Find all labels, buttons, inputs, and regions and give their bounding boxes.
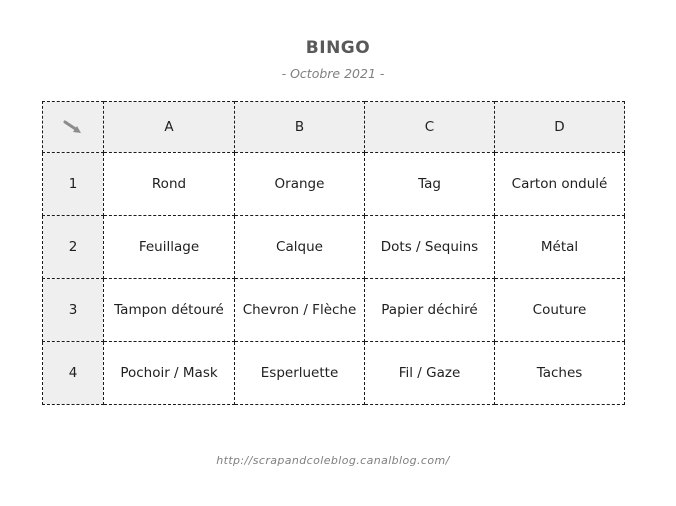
page-title: BINGO bbox=[305, 38, 371, 58]
footer-url[interactable]: http://scrapandcoleblog.canalblog.com/ bbox=[216, 454, 450, 467]
grid-row bbox=[43, 279, 625, 342]
row-header-2: 2 bbox=[43, 216, 104, 279]
column-header-row bbox=[43, 102, 625, 153]
corner-cell bbox=[43, 102, 104, 153]
grid-cell: Calque bbox=[235, 216, 365, 279]
row-header-1: 1 bbox=[43, 153, 104, 216]
column-header-d: D bbox=[495, 102, 625, 153]
grid-cell: Tampon détouré bbox=[104, 279, 235, 342]
grid-cell: Taches bbox=[495, 342, 625, 405]
page-subtitle: - Octobre 2021 - bbox=[281, 66, 385, 81]
grid-cell: Rond bbox=[104, 153, 235, 216]
grid-cell: Papier déchiré bbox=[365, 279, 495, 342]
grid-row bbox=[43, 153, 625, 216]
grid-cell: Couture bbox=[495, 279, 625, 342]
diagonal-arrow-icon bbox=[62, 119, 84, 135]
column-header-b: B bbox=[235, 102, 365, 153]
column-header-a: A bbox=[104, 102, 235, 153]
column-header-c: C bbox=[365, 102, 495, 153]
grid-cell: Chevron / Flèche bbox=[235, 279, 365, 342]
grid-cell: Tag bbox=[365, 153, 495, 216]
grid-cell: Fil / Gaze bbox=[365, 342, 495, 405]
grid-row bbox=[43, 216, 625, 279]
grid-cell: Carton ondulé bbox=[495, 153, 625, 216]
grid-cell: Esperluette bbox=[235, 342, 365, 405]
row-header-3: 3 bbox=[43, 279, 104, 342]
grid-row bbox=[43, 342, 625, 405]
row-header-4: 4 bbox=[43, 342, 104, 405]
bingo-grid bbox=[42, 101, 625, 405]
grid-cell: Pochoir / Mask bbox=[104, 342, 235, 405]
grid-cell: Feuillage bbox=[104, 216, 235, 279]
grid-cell: Dots / Sequins bbox=[365, 216, 495, 279]
grid-cell: Métal bbox=[495, 216, 625, 279]
grid-cell: Orange bbox=[235, 153, 365, 216]
